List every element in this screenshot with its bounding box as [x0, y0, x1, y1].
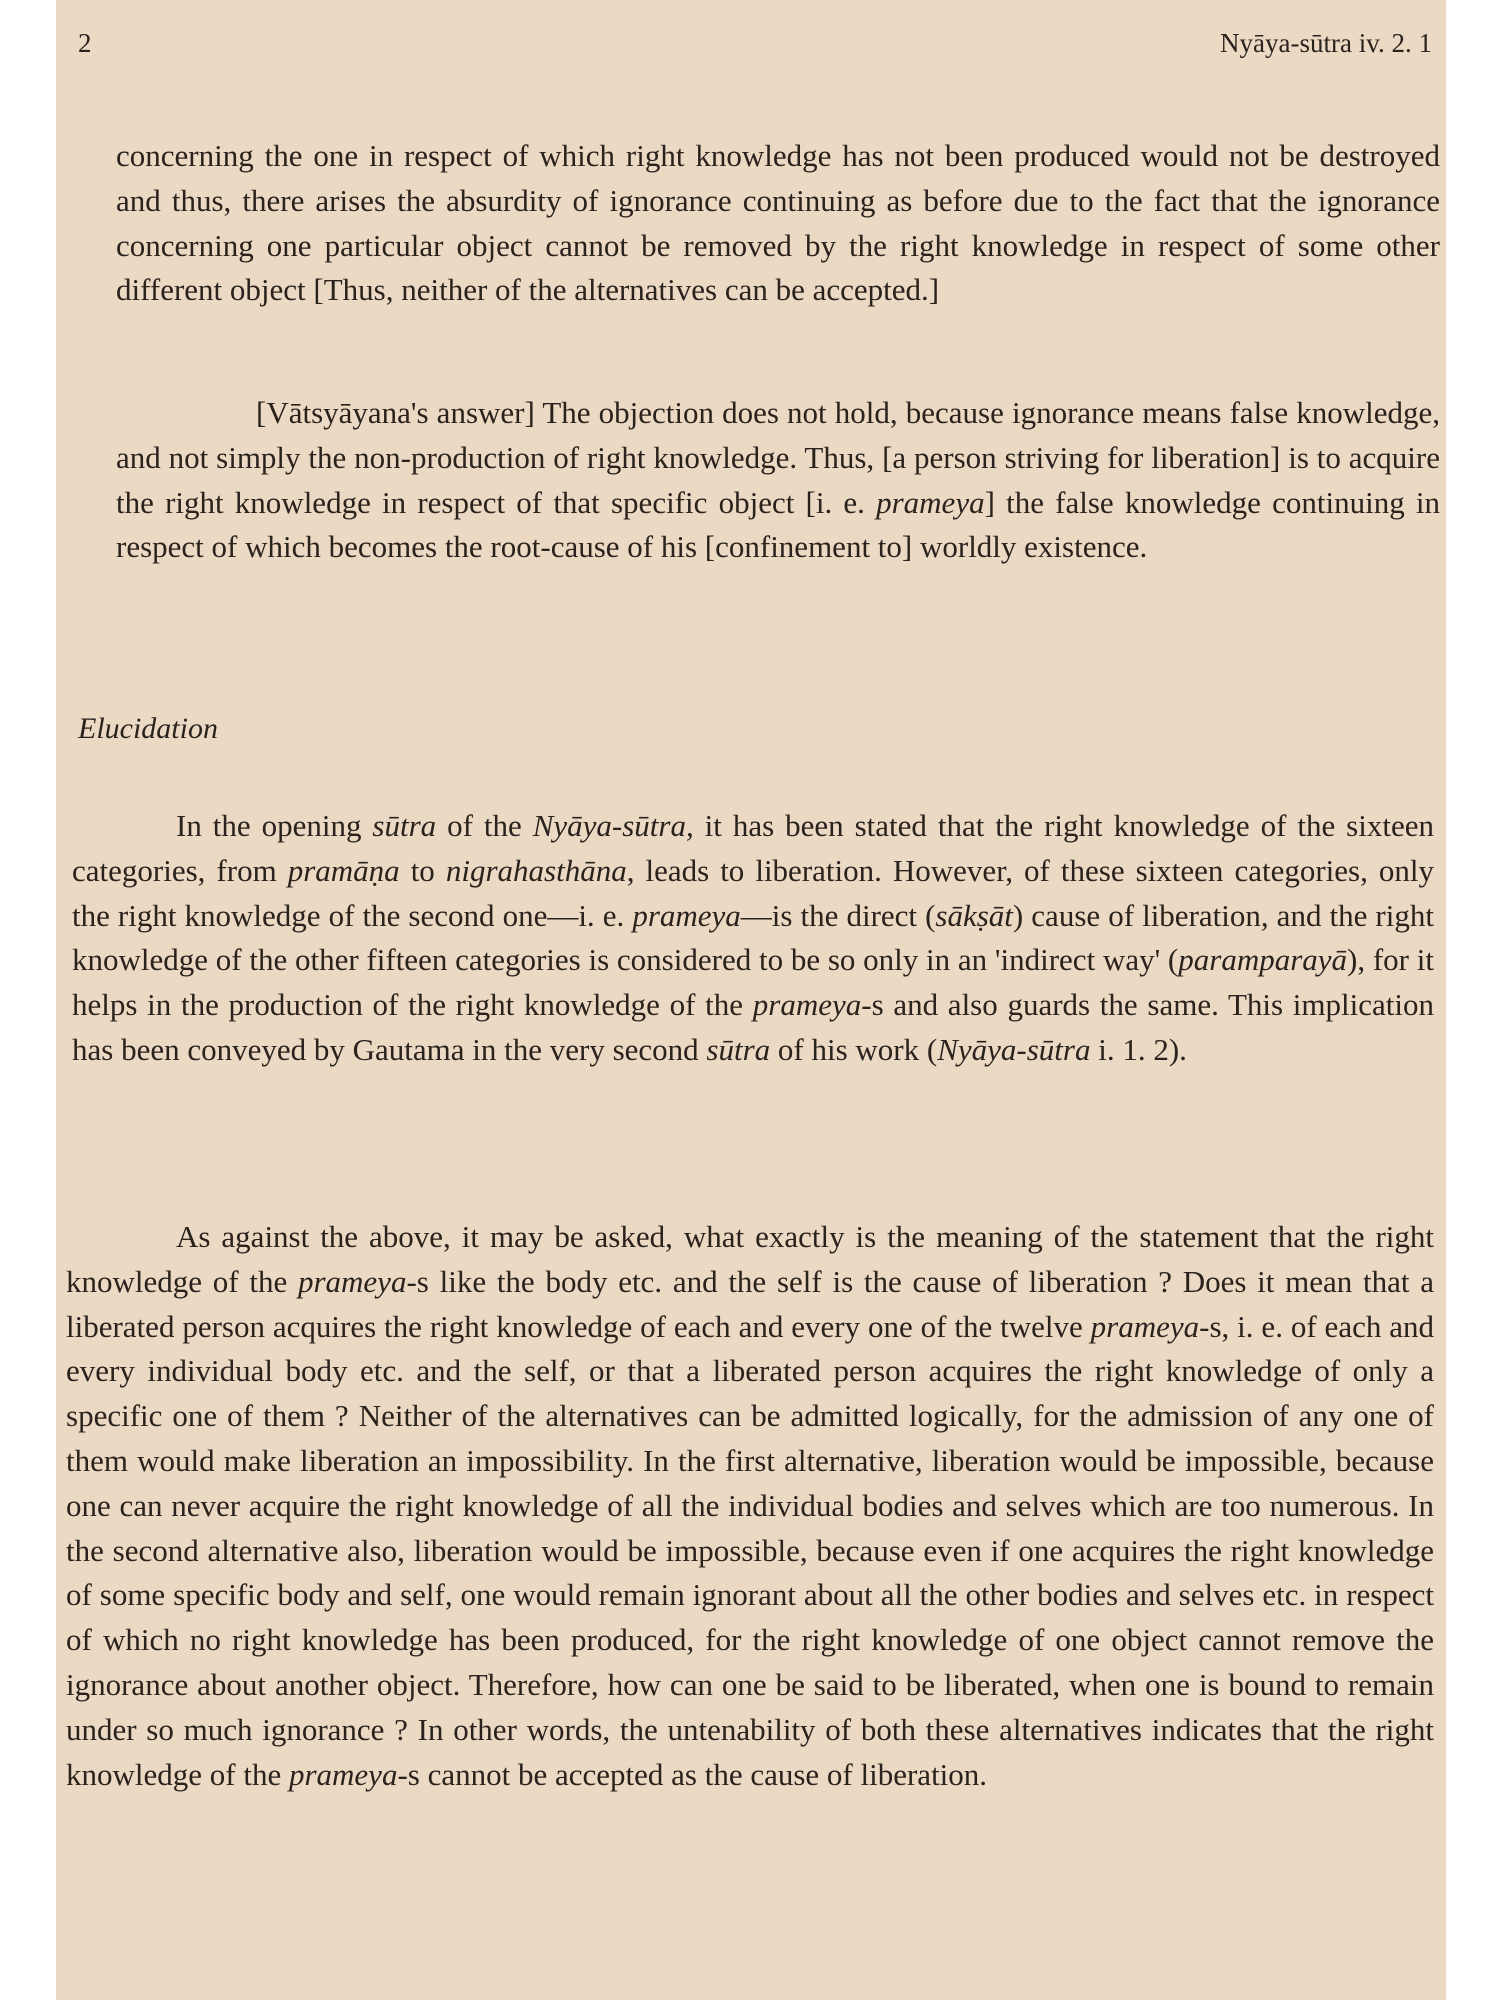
- paragraph-text: , leads to liberation. However, of these sixteen categories, only the right knowledge of the second one—i. e.: [72, 852, 1434, 933]
- italic-term: Nyāya-sūtra: [937, 1031, 1091, 1067]
- italic-term: sūtra: [706, 1031, 771, 1067]
- paragraph-text: ] the false knowledge continuing in respect of which becomes the root-cause of his [confinement to] worldly existence.: [116, 484, 1441, 565]
- paragraph-text: —is the direct (: [740, 897, 936, 933]
- paragraph-text: [Vātsyāyana's answer] The objection does not hold, because ignorance means false knowledge, and not simply the non-production of right knowledge. Thus, [a person striving for liberation] is to acquire the right knowledge in respect of that specific object [i. e.: [116, 395, 1440, 520]
- italic-term: sūtra: [372, 808, 437, 843]
- paragraph-text: -s like the body etc. and the self is the cause of liberation ? Does it mean that a liberated person acquires the right knowledge of each and every one of the twelve: [66, 1263, 1435, 1344]
- paragraph-text: of his work (: [770, 1031, 938, 1067]
- paragraph-text: -s, i. e. of each and every individual body etc. and the self, or that a liberated person acquires the right knowledge of only a specific one of them ? Neither of the alternatives can be admitted logically, for the admission of any one of them would make liberation an impossibility. In the first alternative, liberation would be impossible, because one can never acquire the right knowledge of all the individual bodies and selves which are too numerous. In the second alternative also, liberation would be impossible, because even if one acquires the right knowledge of some specific body and self, one would remain ignorant about all the other bodies and selves etc. in respect of which no right knowledge has been produced, for the right knowledge of one object cannot remove the ignorance about another object. Therefore, how can one be said to be liberated, when one is bound to remain under so much ignorance ? In other words, the untenability of both these alternatives indicates that the right knowledge of the: [66, 1308, 1434, 1792]
- paragraph-text: of the: [436, 808, 533, 843]
- paragraph-elucidation-2: [66, 1215, 1434, 1797]
- italic-term: sākṣāt: [935, 897, 1013, 933]
- italic-term: prameya: [288, 1756, 398, 1792]
- italic-term: prameya: [297, 1263, 407, 1299]
- book-page: [56, 0, 1446, 2000]
- italic-term: prameya: [752, 987, 862, 1023]
- paragraph-text: i. 1. 2).: [1090, 1031, 1187, 1067]
- paragraph-text: it has been stated that the right knowledge of the sixteen categories, from: [72, 808, 1434, 888]
- running-head: Nyāya-sūtra iv. 2. 1: [1220, 28, 1432, 58]
- paragraph-text: -s cannot be accepted as the cause of liberation.: [397, 1756, 988, 1792]
- section-heading: Elucidation: [78, 712, 218, 745]
- italic-term: prameya: [1090, 1308, 1200, 1344]
- italic-term: pramāṇa: [287, 852, 400, 888]
- italic-term: paramparayā: [1178, 942, 1348, 978]
- paragraph-elucidation-1: [72, 804, 1434, 1073]
- italic-term: nigrahasthāna: [445, 852, 627, 888]
- paragraph-text: to: [399, 852, 446, 888]
- paragraph-text: -s and also guards the same. This implication has been conveyed by Gautama in the very second: [72, 987, 1434, 1067]
- paragraph-text: In the opening: [176, 808, 373, 843]
- paragraph-text: concerning the one in respect of which right knowledge has not been produced would not be destroyed and thus, there arises the absurdity of ignorance continuing as before due to the fact that the ignorance concerning one particular object cannot be removed by the right knowledge in respect of some other different object [Thus, neither of the alternatives can be accepted.]: [116, 138, 1440, 308]
- italic-term: prameya: [876, 484, 985, 520]
- paragraph-text: ), for it helps in the production of the right knowledge of the: [72, 942, 1434, 1023]
- paragraph-text: ) cause of liberation, and the right knowledge of the other fifteen categories is considered to be so only in an 'indirect way' (: [72, 897, 1434, 978]
- paragraph-text: As against the above, it may be asked, what exactly is the meaning of the statement that the right knowledge of the: [66, 1219, 1434, 1299]
- paragraph-vatsyayana-answer: [116, 391, 1440, 570]
- paragraph-continuation: [116, 134, 1440, 313]
- italic-term: prameya: [632, 897, 741, 933]
- page-number: 2: [78, 28, 92, 58]
- italic-term: Nyāya-sūtra,: [532, 808, 694, 843]
